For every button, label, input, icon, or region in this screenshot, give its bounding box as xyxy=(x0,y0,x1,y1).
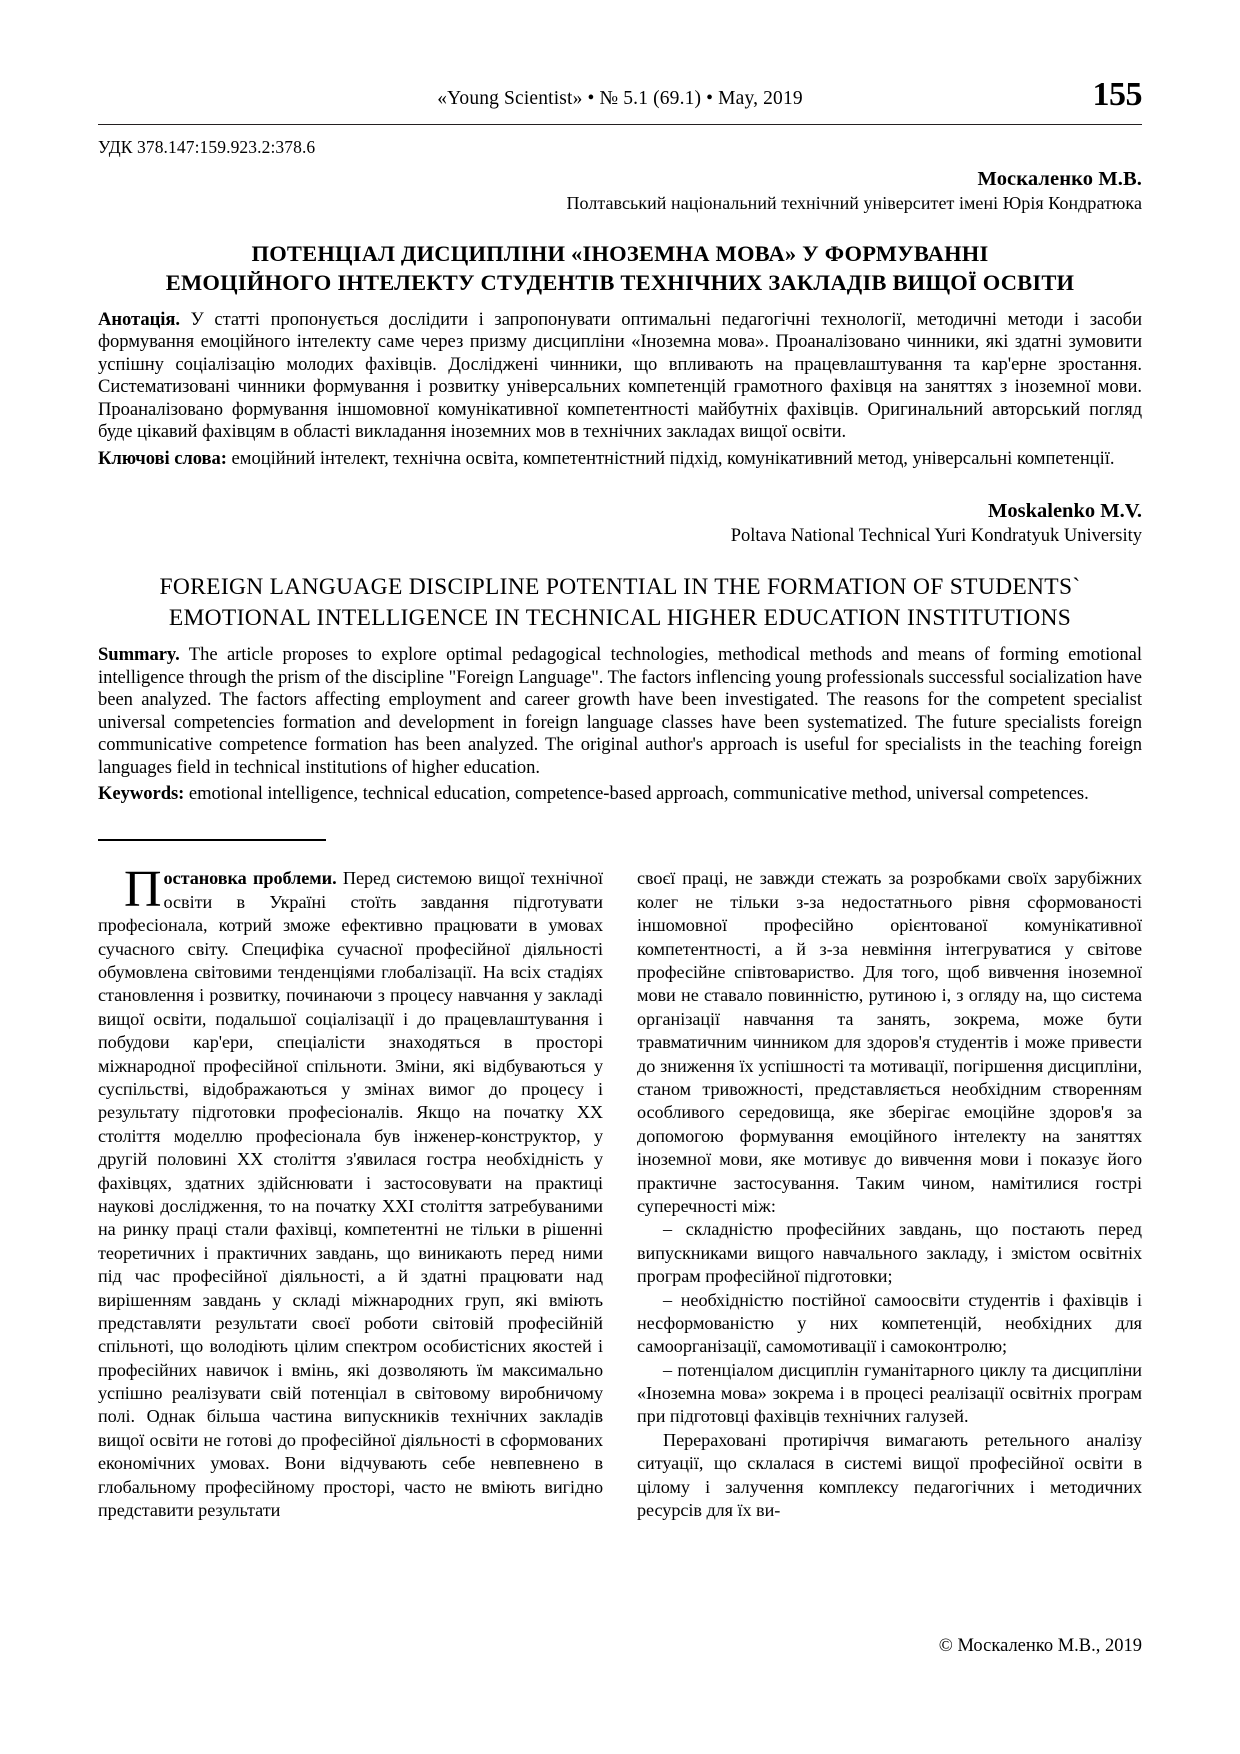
article-title-ua-line1: ПОТЕНЦІАЛ ДИСЦИПЛІНИ «ІНОЗЕМНА МОВА» У ФОРМУВАННІ xyxy=(251,241,989,266)
page-content xyxy=(98,76,1142,1522)
abstract-ua-label: Анотація. xyxy=(98,308,180,330)
article-title-en-line1: FOREIGN LANGUAGE DISCIPLINE POTENTIAL IN THE FORMATION OF STUDENTS` xyxy=(159,573,1081,600)
author-affiliation-ua: Полтавський національний технічний університет імені Юрія Кондратюка xyxy=(566,193,1142,213)
keywords-ua xyxy=(98,448,1142,470)
author-name-en: Moskalenko M.V. xyxy=(988,499,1142,522)
article-title-ua xyxy=(98,240,1142,298)
keywords-ua-text: емоційний інтелект, технічна освіта, компетентністний підхід, комунікативний метод, універсальні компетенції. xyxy=(226,447,1115,469)
summary-en-text: The article proposes to explore optimal pedagogical technologies, methodical methods and means of forming emotional intelligence through the prism of the discipline "Foreign Language". The factors inflencing young professionals successful socialization have been analyzed. The factors affecting employment and career growth have been investigated. The reasons for the competent specialist universal competencies formation and development in foreign language classes have been systematized. The future specialists foreign communicative competence formation has been analyzed. The original author's approach is useful for specialists in the teaching foreign languages field in technical institutions of higher education. xyxy=(98,644,1142,778)
summary-en xyxy=(98,644,1142,779)
udc-code: УДК 378.147:159.923.2:378.6 xyxy=(98,137,316,157)
keywords-en-label: Keywords: xyxy=(98,782,185,804)
abstract-ua xyxy=(98,309,1142,444)
author-affiliation-en: Poltava National Technical Yuri Kondratyuk University xyxy=(730,525,1142,546)
journal-issue-line: «Young Scientist» • № 5.1 (69.1) • May, 2019 xyxy=(437,88,803,109)
article-title-en xyxy=(98,572,1142,633)
body-column-left xyxy=(98,861,603,1522)
author-name-ua: Москаленко М.В. xyxy=(977,168,1142,190)
section-heading: остановка проблеми. xyxy=(163,868,337,889)
copyright-notice: © Москаленко М.В., 2019 xyxy=(938,1636,1142,1656)
body-bullet-item: – необхідністю постійної самоосвіти студентів і фахівців і несформованістю у них компетенцій, необхідних для самоорганізації, самомотивації і самоконтролю; xyxy=(637,1289,1142,1357)
abstract-ua-text: У статті пропонується дослідити і запропонувати оптимальні педагогічні технології, методичні методи і засоби формування емоційного інтелекту саме через призму дисципліни «Іноземна мова». Проаналізовано чинники, які здатні зумовити успішну соціалізацію молодих фахівців. Досліджені чинники, що впливають на працевлаштування та кар'ерне зростання. Систематизовані чинники формування і розвитку універсальних компетенцій грамотного фахівця на заняттях з іноземної мови. Проаналізовано формування іншомовної комунікативної компетентності майбутніх фахівців. Оригинальний авторський погляд буде цікавий фахівцям в області викладання іноземних мов в технічних закладах вищої освіти. xyxy=(98,308,1142,443)
body-column-right xyxy=(637,867,1142,1522)
body-bullet-item: – потенціалом дисциплін гуманітарного циклу та дисципліни «Іноземна мова» зокрема і в процесі реалізації освітніх програм при підготовці фахівців технічних галузей. xyxy=(637,1359,1142,1427)
body-paragraph xyxy=(98,861,603,1522)
body-paragraph: Перераховані протиріччя вимагають ретельного аналізу ситуації, що склалася в системі вищої професійної освіти в цілому і залучення комплексу педагогічних і методичних ресурсів для їх ви- xyxy=(637,1429,1142,1521)
body-paragraph: своєї праці, не завжди стежать за розробками своїх зарубіжних колег не тільки з-за недостатнього рівня сформованості іншомовної професійно орієнтованої комунікативної компетентності, а й з-за невміння інтегруватися у світове професійне співтовариство. Для того, щоб вивчення іноземної мови не ставало повинністю, рутиною і, з огляду на, що система організації навчання та занять, зокрема, може бути травматичним чинником для здоров'я студентів і може привести до зниження їх успішності та мотивації, погіршення дисципліни, станом тривожності, представляється необхідним створенням особливого середовища, яке зберігає емоційне здоров'я за допомогою формування емоційного інтелекту на заняттях іноземної мови, яке мотивує до вивчення мови і показує його практичне застосування. Таким чином, намітилися гострі суперечності між: xyxy=(637,868,1142,1216)
summary-en-label: Summary. xyxy=(98,644,180,666)
keywords-en xyxy=(98,783,1142,805)
article-title-ua-line2: ЕМОЦІЙНОГО ІНТЕЛЕКТУ СТУДЕНТІВ ТЕХНІЧНИХ ЗАКЛАДІВ ВИЩОЇ ОСВІТИ xyxy=(165,269,1075,295)
body-separator xyxy=(98,839,326,841)
keywords-ua-label: Ключові слова: xyxy=(98,447,227,469)
header-divider xyxy=(98,124,1142,125)
keywords-en-text: emotional intelligence, technical education, competence-based approach, communicative method, universal competences. xyxy=(184,782,1089,804)
section-paragraph-text: Перед системою вищої технічної освіти в Україні стоїть завдання підготувати професіонала, котрий зможе ефективно працювати в умовах сучасного світу. Специфіка сучасної професійної діяльності обумовлена світовими тенденціями глобалізації. На всіх стадіях становлення і розвитку, починаючи з процесу навчання у закладі вищої освіти, подальшої соціалізації і до працевлаштування і побудови кар'ери, спеціалісти знаходяться в просторі міжнародної професійної спільноти. Зміни, які відбуваються у суспільстві, відображаються у змінах вимог до процесу і результату підготовки професіоналів. Якщо на початку XX століття моделлю професіонала був інженер-конструктор, у другій половині XX століття з'явилася гостра необхідність у фахівцях, здатних здійснювати і застосовувати на практиці наукові дослідження, то на початку XXI століття затребуваними на ринку праці стали фахівці, компетентні не тільки в рішенні теоретичних і практичних завдань, що виникають перед ними під час професійної діяльності, а й здатні працювати над вирішенням завдань у складі міжнародних груп, які вміють представляти результати своєї роботи світовій професійній спільноті, що володіють цілим спектром особистісних якостей і професійних навичок і вмінь, які дозволяють їм максимально успішно реалізувати свій потенціал в світовому виробничому полі. Однак більша частина випускників технічних закладів вищої освіти не готові до професійної діяльності в сформованих економічних умовах. Вони відчувають себе невпевнено в глобальному професійному просторі, часто не вміють вигідно представити результати xyxy=(98,868,603,1521)
body-bullet-item: – складністю професійних завдань, що постають перед випускниками вищого навчального закладу, і змістом освітніх програм професійної підготовки; xyxy=(637,1219,1142,1287)
article-title-en-line2: EMOTIONAL INTELLIGENCE IN TECHNICAL HIGHER EDUCATION INSTITUTIONS xyxy=(168,604,1072,631)
page-footer xyxy=(98,1636,1142,1657)
article-body xyxy=(98,861,1142,1522)
running-head xyxy=(98,76,1142,120)
page-number: 155 xyxy=(1092,76,1142,113)
drop-cap: П xyxy=(124,861,162,919)
